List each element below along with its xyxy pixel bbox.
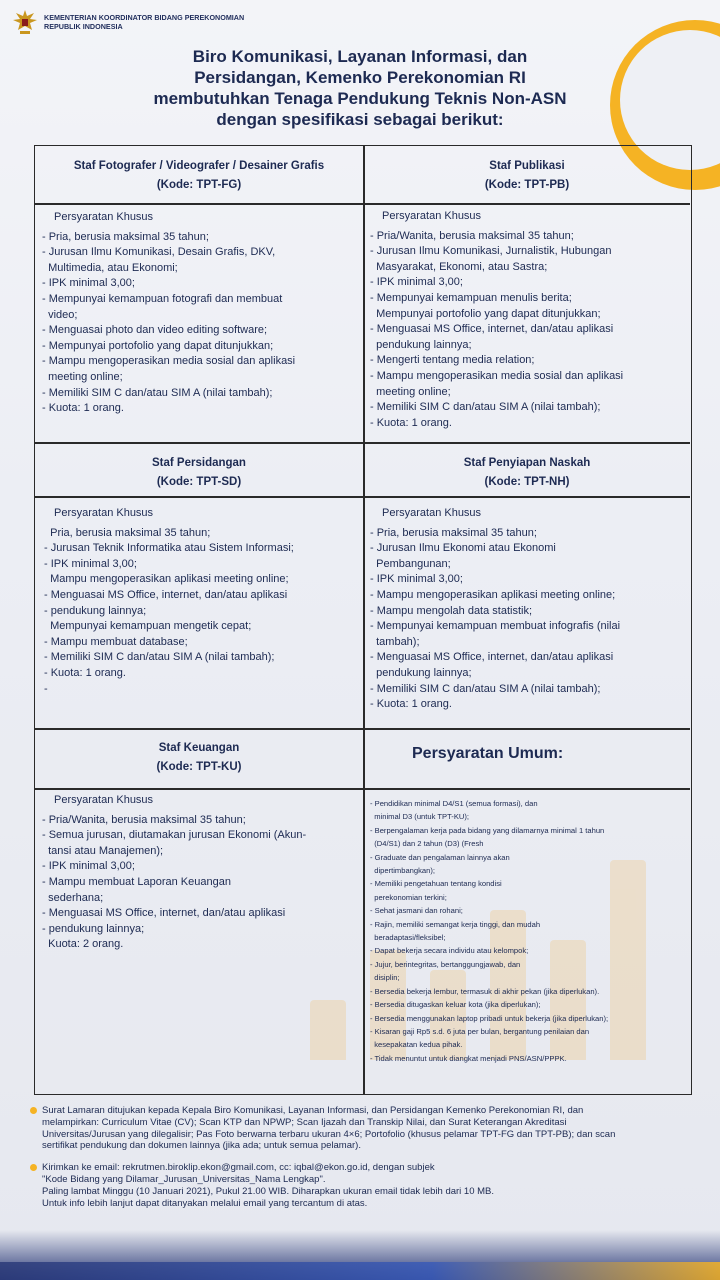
requirements-list: [42, 813, 360, 953]
list-item: - Jurusan Teknik Informatika atau Sistem Informasi;: [44, 542, 294, 555]
list-item: - Mengerti tentang media relation;: [370, 354, 535, 367]
list-item: - Berpengalaman kerja pada bidang yang dilamarnya minimal 1 tahun: [370, 825, 605, 835]
list-item: - Mampu mengoperasikan aplikasi meeting online;: [370, 588, 616, 601]
application-notes: [30, 1105, 690, 1219]
list-item: - Kuota: 1 orang.: [370, 416, 452, 429]
position-ku-body: [42, 793, 360, 953]
list-item: - Memiliki SIM C dan/atau SIM A (nilai tambah);: [370, 682, 601, 695]
list-item: - Dapat bekerja secara individu atau kelompok;: [370, 946, 529, 956]
list-item: - pendukung lainnya;: [42, 922, 145, 935]
position-code: (Kode: TPT-SD): [156, 476, 242, 488]
position-fg-header: [35, 157, 363, 195]
title-line-4: dengan spesifikasi sebagai berikut:: [216, 110, 504, 129]
subheading: Persyaratan Khusus: [54, 507, 154, 519]
list-item: meeting online;: [370, 385, 451, 398]
position-code: (Kode: TPT-NH): [484, 476, 570, 488]
list-item: Untuk info lebih lanjut dapat ditanyakan melalui email yang tercantum di atas.: [42, 1197, 368, 1209]
list-item: - Pria/Wanita, berusia maksimal 35 tahun;: [370, 229, 574, 242]
list-item: - Menguasai MS Office, internet, dan/atau aplikasi: [370, 323, 614, 336]
list-item: - Bersedia menggunakan laptop pribadi untuk bekerja (jika diperlukan);: [370, 1013, 609, 1023]
subheading: Persyaratan Khusus: [382, 507, 482, 519]
list-item: - Mampu membuat database;: [44, 635, 188, 648]
position-sd-body: [44, 506, 362, 697]
list-item: - Bersedia ditugaskan keluar kota (jika diperlukan);: [370, 1000, 541, 1010]
position-pb-header: [363, 157, 691, 195]
list-item: - Memiliki SIM C dan/atau SIM A (nilai tambah);: [42, 386, 273, 399]
subheading: Persyaratan Khusus: [54, 794, 154, 806]
list-item: sertifikat pendukung dan dokumen lainnya (jika ada; untuk semua pelamar).: [42, 1140, 361, 1152]
position-pb-body: [370, 209, 688, 431]
list-item: sederhana;: [42, 891, 104, 904]
list-item: - Mempunyai portofolio yang dapat ditunjukkan;: [42, 339, 274, 352]
position-title: Staf Publikasi: [489, 160, 565, 172]
list-item: Multimedia, atau Ekonomi;: [42, 261, 178, 274]
list-item: - Mampu mengolah data statistik;: [370, 604, 533, 617]
list-item: Kuota: 2 orang.: [42, 938, 124, 951]
list-item: - IPK minimal 3,00;: [42, 277, 135, 290]
list-item: - Sehat jasmani dan rohani;: [370, 906, 463, 916]
grid-divider: [35, 203, 690, 205]
list-item: - IPK minimal 3,00;: [44, 557, 137, 570]
list-item: minimal D3 (untuk TPT-KU);: [370, 812, 470, 822]
ministry-line-2: REPUBLIK INDONESIA: [44, 22, 123, 31]
list-item: - Menguasai MS Office, internet, dan/atau aplikasi: [42, 907, 286, 920]
list-item: - Pria, berusia maksimal 35 tahun;: [42, 230, 209, 243]
list-item: - Menguasai MS Office, internet, dan/atau aplikasi: [44, 588, 288, 601]
list-item: - Bersedia bekerja lembur, termasuk di akhir pekan (jika diperlukan).: [370, 986, 600, 996]
list-item: - Tidak menuntut untuk diangkat menjadi PNS/ASN/PPPK.: [370, 1053, 567, 1063]
note-lines: [42, 1162, 690, 1209]
position-sd-header: [35, 454, 363, 492]
position-title: Staf Fotografer / Videografer / Desainer Grafis: [73, 160, 325, 172]
list-item: - Pria/Wanita, berusia maksimal 35 tahun;: [42, 813, 246, 826]
position-fg-body: [42, 210, 360, 417]
list-item: - Memiliki SIM C dan/atau SIM A (nilai tambah);: [370, 401, 601, 414]
list-item: - Kuota: 1 orang.: [44, 666, 126, 679]
list-item: - Jurusan Ilmu Komunikasi, Jurnalistik, Hubungan: [370, 245, 612, 258]
requirements-list: [370, 229, 688, 432]
list-item: Mempunyai kemampuan mengetik cepat;: [44, 620, 252, 633]
list-item: meeting online;: [42, 370, 123, 383]
footer-stripe: [0, 1262, 720, 1280]
list-item: - Memiliki SIM C dan/atau SIM A (nilai tambah);: [44, 651, 275, 664]
list-item: - Kisaran gaji Rp5 s.d. 6 juta per bulan, bergantung penilaian dan: [370, 1026, 590, 1036]
list-item: - Jujur, berintegritas, bertanggungjawab, dan: [370, 959, 521, 969]
grid-divider: [35, 496, 690, 498]
grid-divider: [35, 442, 690, 444]
position-nh-body: [370, 506, 688, 713]
list-item: - Jurusan Ilmu Komunikasi, Desain Grafis, DKV,: [42, 246, 276, 259]
list-item: (D4/S1) dan 2 tahun (D3) (Fresh: [370, 839, 484, 849]
position-title: Staf Penyiapan Naskah: [463, 457, 591, 469]
note-email: [30, 1162, 690, 1209]
list-item: -: [44, 682, 48, 695]
list-item: - Mampu membuat Laporan Keuangan: [42, 875, 231, 888]
requirements-list: [44, 526, 362, 698]
list-item: melampirkan: Curriculum Vitae (CV); Scan KTP dan NPWP; Scan Ijazah dan Transkip Nilai, dan Surat Keterangan Akreditasi: [42, 1116, 567, 1128]
list-item: - Semua jurusan, diutamakan jurusan Ekonomi (Akun-: [42, 829, 307, 842]
list-item: Universitas/Jurusan yang dilegalisir; Pas Foto berwarna terbaru ukuran 4×6; Portofolio (khusus pelamar TPT-FG dan TPT-PB); dan scan: [42, 1128, 616, 1140]
list-item: - IPK minimal 3,00;: [370, 573, 463, 586]
list-item: "Kode Bidang yang Dilamar_Jurusan_Universitas_Nama Lengkap".: [42, 1173, 326, 1185]
list-item: - Menguasai MS Office, internet, dan/atau aplikasi: [370, 651, 614, 664]
list-item: video;: [42, 308, 78, 321]
grid-divider: [35, 788, 690, 790]
position-title: Staf Persidangan: [152, 457, 246, 469]
list-item: - Pria, berusia maksimal 35 tahun;: [370, 526, 537, 539]
bullet-dot-icon: [30, 1164, 37, 1171]
position-title: Staf Keuangan: [158, 742, 240, 754]
position-code: (Kode: TPT-KU): [156, 761, 242, 773]
requirements-list: [370, 526, 688, 713]
list-item: - Kuota: 1 orang.: [42, 402, 124, 415]
position-nh-header: [363, 454, 691, 492]
list-item: - Mempunyai kemampuan menulis berita;: [370, 291, 572, 304]
list-item: tansi atau Manajemen);: [42, 844, 164, 857]
list-item: - Pendidikan minimal D4/S1 (semua formasi), dan: [370, 799, 538, 808]
position-ku-header: [35, 739, 363, 777]
list-item: beradaptasi/fleksibel;: [370, 933, 446, 943]
list-item: Mempunyai portofolio yang dapat ditunjukkan;: [370, 307, 601, 320]
note-lines: [42, 1105, 690, 1152]
page-title: [0, 46, 720, 130]
grid-divider-vertical: [363, 146, 365, 1094]
list-item: - Memiliki pengetahuan tentang kondisi: [370, 879, 502, 889]
list-item: Pembangunan;: [370, 557, 451, 570]
list-item: - Kuota: 1 orang.: [370, 698, 452, 711]
list-item: - Mempunyai kemampuan membuat infografis (nilai: [370, 620, 621, 633]
title-line-1: Biro Komunikasi, Layanan Informasi, dan: [192, 47, 528, 66]
list-item: Masyarakat, Ekonomi, atau Sastra;: [370, 260, 548, 273]
list-item: pendukung lainnya;: [370, 338, 472, 351]
general-requirements-title: Persyaratan Umum:: [412, 745, 564, 762]
list-item: - IPK minimal 3,00;: [42, 860, 135, 873]
general-requirements-list: [370, 797, 692, 1065]
list-item: Mampu mengoperasikan aplikasi meeting online;: [44, 573, 289, 586]
bullet-dot-icon: [30, 1107, 37, 1114]
subheading: Persyaratan Khusus: [382, 210, 482, 222]
garuda-emblem-icon: [12, 8, 38, 36]
list-item: - Mampu mengoperasikan media sosial dan aplikasi: [370, 369, 624, 382]
list-item: - pendukung lainnya;: [44, 604, 147, 617]
header: [12, 8, 244, 36]
ministry-name: [44, 13, 244, 31]
list-item: - Menguasai photo dan video editing software;: [42, 324, 268, 337]
list-item: tambah);: [370, 635, 420, 648]
list-item: dipertimbangkan);: [370, 866, 436, 876]
position-code: (Kode: TPT-PB): [484, 179, 570, 191]
ministry-line-1: KEMENTERIAN KOORDINATOR BIDANG PEREKONOMIAN: [44, 13, 245, 22]
list-item: disiplin;: [370, 973, 400, 983]
list-item: - IPK minimal 3,00;: [370, 276, 463, 289]
list-item: pendukung lainnya;: [370, 666, 472, 679]
title-line-3: membutuhkan Tenaga Pendukung Teknis Non-ASN: [153, 89, 567, 108]
grid-divider: [35, 728, 690, 730]
title-line-2: Persidangan, Kemenko Perekonomian RI: [194, 68, 526, 87]
list-item: Pria, berusia maksimal 35 tahun;: [44, 526, 211, 539]
list-item: - Mampu mengoperasikan media sosial dan aplikasi: [42, 355, 296, 368]
list-item: - Rajin, memiliki semangat kerja tinggi, dan mudah: [370, 919, 541, 929]
requirements-list: [42, 230, 360, 417]
list-item: perekonomian terkini;: [370, 892, 447, 902]
list-item: Kirimkan ke email: rekrutmen.biroklip.ekon@gmail.com, cc: iqbal@ekon.go.id, dengan subjek: [42, 1162, 435, 1174]
note-documents: [30, 1105, 690, 1152]
subheading: Persyaratan Khusus: [54, 211, 154, 223]
list-item: kesepakatan kedua pihak.: [370, 1040, 463, 1050]
list-item: - Jurusan Ilmu Ekonomi atau Ekonomi: [370, 542, 556, 555]
position-code: (Kode: TPT-FG): [156, 179, 242, 191]
list-item: Surat Lamaran ditujukan kepada Kepala Biro Komunikasi, Layanan Informasi, dan Persidangan Kemenko Perekonomian RI, dan: [42, 1105, 584, 1116]
list-item: - Mempunyai kemampuan fotografi dan membuat: [42, 292, 283, 305]
list-item: Paling lambat Minggu (10 Januari 2021), Pukul 21.00 WIB. Diharapkan ukuran email tidak lebih dari 10 MB.: [42, 1185, 495, 1197]
list-item: - Graduate dan pengalaman lainnya akan: [370, 852, 510, 862]
